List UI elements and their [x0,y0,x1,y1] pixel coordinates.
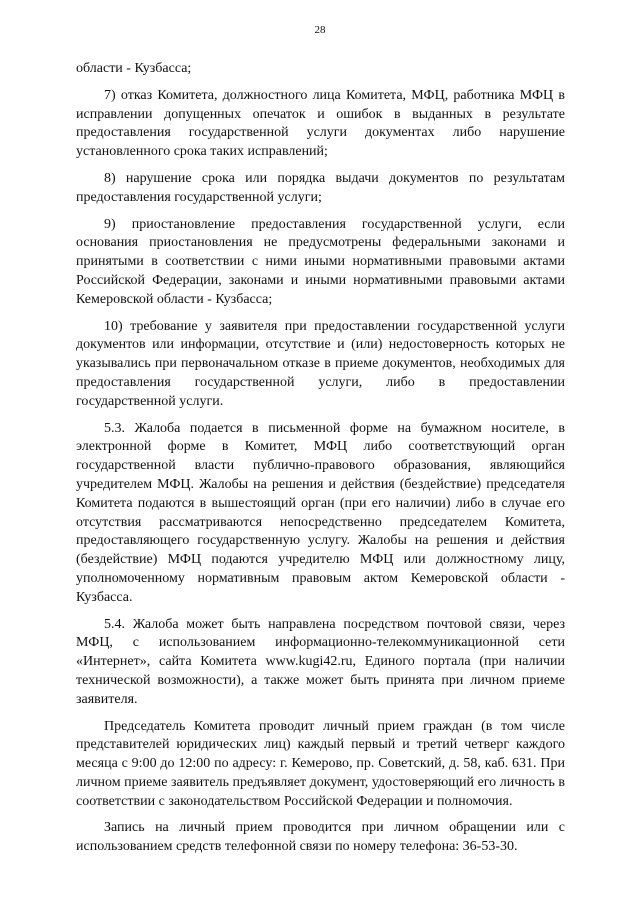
paragraph-personal-reception: Председатель Комитета проводит личный прием граждан (в том числе представителей юридических лиц) каждый первый и третий четверг каждого месяца с 9:00 до 12:00 по адресу: г. Кемерово, пр. Советский, д. 58, каб. 631. При личном приеме заявитель предъявляет документ, удостоверяющий его личность в соответствии с законодательством Российской Федерации и полномочия. [76,718,565,809]
paragraph-item-7: 7) отказ Комитета, должностного лица Комитета, МФЦ, работника МФЦ в исправлении допущенных опечаток и ошибок в выданных в результате предоставления государственной услуги документах либо нарушение установленного срока таких исправлений; [76,87,565,160]
paragraph-5-4: 5.4. Жалоба может быть направлена посредством почтовой связи, через МФЦ, с использованием информационно-телекоммуникационной сети «Интернет», сайта Комитета www.kugi42.ru, Единого портала (при наличии технической возможности), а также может быть принята при личном приеме заявителя. [76,616,565,707]
paragraph-appointment: Запись на личный прием проводится при личном обращении или с использованием средств телефонной связи по номеру телефона: 36-53-30. [76,820,565,855]
paragraph-item-8: 8) нарушение срока или порядка выдачи документов по результатам предоставления государственной услуги; [76,170,565,205]
paragraph-item-9: 9) приостановление предоставления государственной услуги, если основания приостановления не предусмотрены федеральными законами и принятыми в соответствии с ними иными нормативными правовыми актами Российской Федерации, законами и иными нормативными правовыми актами Кемеровской области - Кузбасса; [76,216,565,307]
paragraph-5-3: 5.3. Жалоба подается в письменной форме на бумажном носителе, в электронной форме в Комитет, МФЦ либо соответствующий орган государственной власти публично-правового образования, являющийся учредителем МФЦ. Жалобы на решения и действия (бездействие) председателя Комитета подаются в вышестоящий орган (при его наличии) либо в случае его отсутствия рассматриваются непосредственно председателем Комитета, предоставляющего государственную услугу. Жалобы на решения и действия (бездействие) МФЦ подаются учредителю МФЦ или должностному лицу, уполномоченному нормативным правовым актом Кемеровской области - Кузбасса. [76,420,565,605]
page-number: 28 [314,24,326,36]
paragraph-item-10: 10) требование у заявителя при предоставлении государственной услуги документов или информации, отсутствие и (или) недостоверность которых не указывались при первоначальном отказе в приеме документов, необходимых для предоставления государственной услуги, либо в предоставлении государственной услуги. [76,318,565,409]
paragraph-continuation: области - Кузбасса; [76,61,192,76]
document-body [76,60,565,857]
